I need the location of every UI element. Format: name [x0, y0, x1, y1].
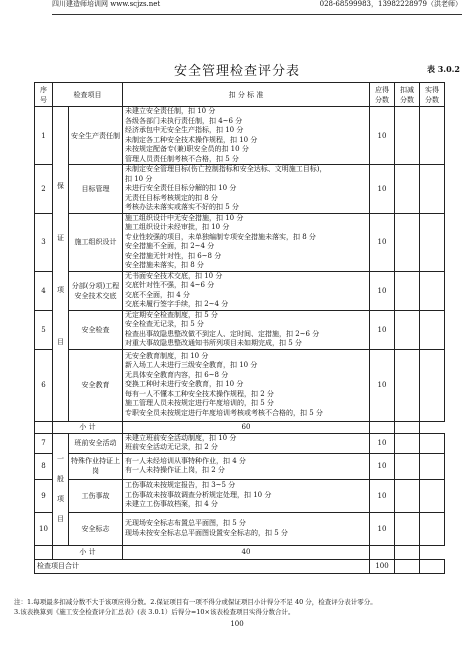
- standard-line: 有一人未经培训从事特种作业，扣 4 分: [125, 456, 246, 465]
- table-row: [35, 165, 445, 214]
- row-seq: 2: [35, 165, 53, 214]
- standard-line: 班前安全活动无记录，扣 2 分: [125, 443, 218, 451]
- standard-line: 检查出事故隐患整改做不到定人、定时间、定措施，扣 2~6 分: [125, 329, 320, 338]
- row-deduct: [370, 545, 395, 559]
- row-deduct: [395, 107, 420, 165]
- row-due: 10: [370, 107, 395, 165]
- group-label-char: 目: [57, 515, 64, 523]
- row-seq: [35, 545, 53, 559]
- standard-line: 专业性较强的项目，未单独编制专项安全措施未落实，扣 8 分: [125, 232, 316, 241]
- standard-line: 交底不全面，扣 4 分: [125, 290, 190, 299]
- table-row: [35, 310, 445, 349]
- row-due: 10: [370, 310, 395, 349]
- row-item: 工伤事故: [69, 479, 123, 512]
- row-item: 安全生产责任制: [69, 107, 123, 165]
- row-actual: [420, 453, 445, 479]
- row-deduct: [395, 165, 420, 214]
- table-row: [35, 271, 445, 310]
- col-actual: 实得分数: [420, 83, 445, 107]
- standard-line: 无具体安全教育内容，扣 6~8 分: [125, 370, 229, 379]
- row-actual: [420, 512, 445, 545]
- standard-line: 工伤事故未按事故调查分析规定处理，扣 10 分: [125, 490, 272, 499]
- table-row: [35, 453, 445, 479]
- table-row: [35, 433, 445, 453]
- standard-line: 无书面安全技术交底，扣 10 分: [125, 271, 223, 280]
- subtotal-row: [35, 421, 445, 433]
- standard-line: 考核办法未落实或落实不好的扣 5 分: [125, 203, 239, 211]
- group-general-label: [53, 433, 69, 545]
- row-actual: [420, 165, 445, 214]
- row-standard: [123, 107, 370, 165]
- standard-line: 安全措施不全面，扣 2~4 分: [125, 242, 215, 250]
- score-table: [34, 82, 445, 574]
- row-due: 10: [370, 479, 395, 512]
- standard-line: 未制定安全管理目标(伤亡控制指标和安全达标、文明施工目标)，: [125, 165, 327, 173]
- standard-line: 交底针对性不强，扣 4~6 分: [125, 281, 215, 289]
- group-label-char: 项: [57, 285, 64, 294]
- standard-line: 安全措施未落实，扣 8 分: [125, 261, 204, 269]
- standard-line: 未进行安全责任目标分解的扣 10 分: [125, 184, 237, 192]
- footnote-1: 注：1.每项最多扣减分数不大于该项应得分数。2.保证项目有一项不得分或保证项目小计得分不足 40 分，检查评分表计零分。: [14, 598, 377, 606]
- row-seq: 10: [35, 512, 53, 545]
- row-seq: 5: [35, 310, 53, 349]
- standard-line: 对重大事故隐患整改通知书所列项目未如期完成，扣 5 分: [125, 339, 302, 347]
- table-row: [35, 349, 445, 421]
- row-deduct: [370, 421, 395, 433]
- row-standard: [123, 433, 370, 453]
- row-seq: 1: [35, 107, 53, 165]
- table-row: [35, 479, 445, 512]
- standard-line: 无责任目标考核规定的扣 8 分: [125, 193, 218, 202]
- subtotal-row: [35, 545, 445, 559]
- standard-line: 无定期安全检查制度，扣 5 分: [125, 310, 218, 319]
- table-row: [35, 512, 445, 545]
- total-deduct: [395, 559, 420, 573]
- table-row: [35, 213, 445, 271]
- row-deduct: [395, 271, 420, 310]
- standard-line: 经济承包中无安全生产指标，扣 10 分: [125, 126, 244, 134]
- row-due: 40: [123, 545, 370, 559]
- row-deduct: [395, 213, 420, 271]
- row-actual: [395, 545, 420, 559]
- col-seq: 序号: [35, 83, 53, 107]
- row-standard: [123, 165, 370, 214]
- standard-line: 施工组织设计中无安全措施，扣 10 分: [125, 213, 244, 222]
- standard-line: 未建立班前安全活动制度，扣 10 分: [125, 433, 237, 442]
- row-deduct: [395, 349, 420, 421]
- group-label-char: 保: [57, 181, 64, 190]
- standard-line: 未建立安全责任制，扣 10 分: [125, 107, 216, 115]
- standard-line: 安全措施无针对性，扣 6~8 分: [125, 251, 222, 260]
- row-item: 安全教育: [69, 349, 123, 421]
- row-actual: [420, 349, 445, 421]
- standard-line: 无现场安全标志布置总平面图，扣 5 分: [125, 519, 246, 527]
- row-deduct: [395, 512, 420, 545]
- group-label-char: 一: [57, 455, 64, 463]
- table-row: [35, 107, 445, 165]
- row-seq: 7: [35, 433, 53, 453]
- row-due: 10: [370, 271, 395, 310]
- row-deduct: [395, 453, 420, 479]
- standard-line: 施工组织设计未经审批，扣 10 分: [125, 223, 230, 231]
- row-deduct: [395, 433, 420, 453]
- table-header-row: [35, 83, 445, 107]
- row-standard: [123, 479, 370, 512]
- standard-line: 未制定各工种安全技术操作规程，扣 10 分: [125, 135, 258, 144]
- header-phone: 028-68599983，13982228979（洪老师）: [319, 0, 462, 8]
- footnotes: [14, 597, 464, 617]
- standard-line: 各级各部门未执行责任制，扣 4~6 分: [125, 116, 243, 125]
- row-due: 10: [370, 433, 395, 453]
- standard-line: 每有一人不懂本工种安全技术操作规程，扣 2 分: [125, 389, 274, 398]
- group-label-char: 证: [57, 233, 64, 242]
- table-body: [35, 107, 445, 574]
- row-standard: [123, 349, 370, 421]
- row-due: 10: [370, 453, 395, 479]
- row-standard: [123, 310, 370, 349]
- total-due: 100: [370, 559, 395, 573]
- standard-line: 有一人未持操作证上岗，扣 2 分: [125, 466, 225, 474]
- subtotal-label: 小 计: [53, 421, 123, 433]
- row-actual: [420, 107, 445, 165]
- row-due: 10: [370, 349, 395, 421]
- row-seq: 8: [35, 453, 53, 479]
- row-due: 60: [123, 421, 370, 433]
- row-actual: [420, 213, 445, 271]
- header-site: 四川建造师培训网 www.scjzs.net: [52, 0, 161, 8]
- row-seq: [35, 421, 53, 433]
- standard-line: 扣 10 分: [125, 174, 153, 183]
- subtotal-label: 小 计: [53, 545, 123, 559]
- row-item: 目标管理: [69, 165, 123, 214]
- group-label-char: 目: [57, 337, 64, 346]
- row-item: 安全标志: [69, 512, 123, 545]
- row-deduct: [395, 310, 420, 349]
- row-due: 10: [370, 512, 395, 545]
- standard-line: 现场未按安全标志总平面图设置安全标志的，扣 5 分: [125, 528, 288, 537]
- group-label-char: 项: [57, 495, 64, 503]
- row-standard: [123, 213, 370, 271]
- standard-line: 管理人员责任制考核不合格，扣 5 分: [125, 154, 239, 163]
- row-seq: 4: [35, 271, 53, 310]
- row-actual: [395, 421, 420, 433]
- group-guarantee-label: [53, 107, 69, 422]
- col-item: 检查项目: [53, 83, 123, 107]
- row-item: 施工组织设计: [69, 213, 123, 271]
- footnote-2: 3.该表换算到《施工安全检查评分汇总表》(表 3.0.1）后得分=10×该表检查项目实得分数合计。: [14, 608, 295, 616]
- total-row: [35, 559, 445, 573]
- row-standard: [123, 453, 370, 479]
- row-actual: [420, 433, 445, 453]
- col-deduct: 扣减分数: [395, 83, 420, 107]
- col-standard: 扣 分 标 准: [123, 83, 370, 107]
- row-due: 10: [370, 213, 395, 271]
- row-due: 10: [370, 165, 395, 214]
- row-actual: [420, 271, 445, 310]
- row-actual: [420, 310, 445, 349]
- group-label-char: 般: [57, 475, 64, 483]
- row-item: 分部(分项)工程安全技术交底: [69, 271, 123, 310]
- row-seq: 3: [35, 213, 53, 271]
- col-due: 应得分数: [370, 83, 395, 107]
- standard-line: 交底未履行签字手续，扣 2~4 分: [125, 300, 229, 308]
- standard-line: 未按规定配备专(兼)职安全员的扣 10 分: [125, 145, 249, 153]
- row-standard: [123, 512, 370, 545]
- total-label: 检查项目合计: [35, 559, 370, 573]
- row-standard: [123, 271, 370, 310]
- standard-line: 新入场工人未进行三级安全教育，扣 10 分: [125, 361, 258, 370]
- page-number: 100: [230, 620, 244, 628]
- row-item: 班前安全活动: [69, 433, 123, 453]
- standard-line: 专职安全员未按规定进行年度培训考核或考核不合格的，扣 5 分: [125, 408, 323, 417]
- standard-line: 变换工种时未进行安全教育，扣 10 分: [125, 380, 244, 389]
- row-actual: [420, 479, 445, 512]
- row-seq: 6: [35, 349, 53, 421]
- row-seq: 9: [35, 479, 53, 512]
- page-title: 安全管理检查评分表: [173, 64, 300, 79]
- standard-line: 无安全教育制度，扣 10 分: [125, 351, 209, 360]
- standard-line: 施工管理人员未按规定进行年度培训的，扣 5 分: [125, 399, 274, 408]
- row-deduct: [395, 479, 420, 512]
- page-header: [52, 0, 462, 15]
- standard-line: 未建立工伤事故档案，扣 4 分: [125, 500, 218, 509]
- row-item: 特殊作业持证上岗: [69, 453, 123, 479]
- table-number: 表 3.0.2: [426, 64, 460, 74]
- row-item: 安全检查: [69, 310, 123, 349]
- standard-line: 工伤事故未按规定报告，扣 3~5 分: [125, 481, 236, 490]
- standard-line: 安全检查无记录，扣 5 分: [125, 320, 204, 328]
- total-actual: [420, 559, 445, 573]
